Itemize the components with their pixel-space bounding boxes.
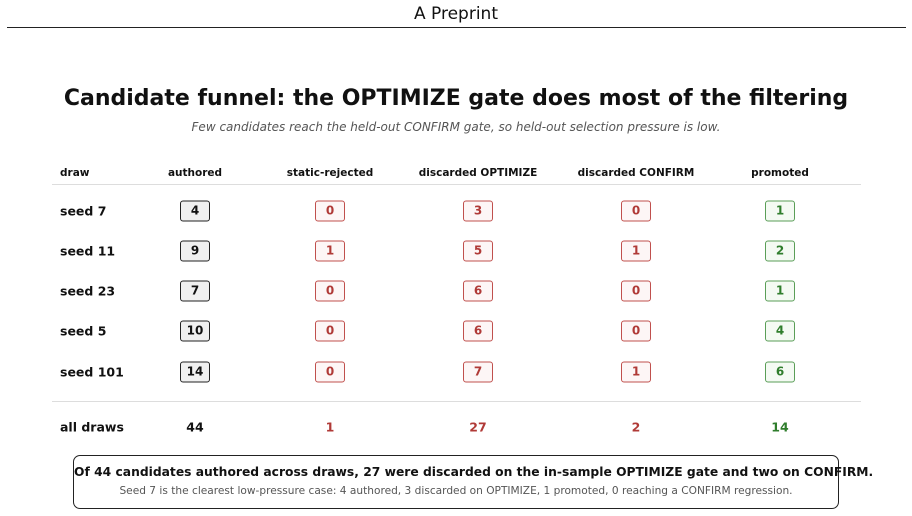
row-label: seed 23 [60, 283, 116, 299]
row-label: seed 11 [60, 243, 116, 259]
summary-callout [73, 455, 874, 509]
cell-discarded-confirm: 0 [621, 321, 651, 342]
total-discarded-confirm: 2 [631, 419, 641, 435]
cell-discarded-confirm: 1 [621, 362, 651, 383]
header-rule [7, 27, 906, 28]
running-head: A Preprint [413, 4, 498, 24]
cell-promoted: 1 [765, 281, 795, 302]
cell-discarded-optimize: 6 [463, 281, 493, 302]
table-total-rule [52, 401, 861, 402]
cell-discarded-optimize: 6 [463, 321, 493, 342]
column-header-discarded-confirm: discarded CONFIRM [577, 167, 695, 179]
cell-authored: 7 [180, 281, 210, 302]
cell-static-rejected: 0 [315, 281, 345, 302]
cell-static-rejected: 0 [315, 201, 345, 222]
cell-static-rejected: 0 [315, 362, 345, 383]
cell-authored: 10 [180, 321, 210, 342]
cell-discarded-confirm: 1 [621, 241, 651, 262]
figure-title: Candidate funnel: the OPTIMIZE gate does most of the filtering [63, 86, 849, 111]
cell-promoted: 6 [765, 362, 795, 383]
row-label: seed 7 [60, 203, 107, 219]
totals-label: all draws [60, 419, 124, 435]
column-header-draw: draw [60, 167, 90, 179]
cell-promoted: 2 [765, 241, 795, 262]
total-discarded-optimize: 27 [469, 419, 487, 435]
cell-discarded-optimize: 3 [463, 201, 493, 222]
cell-discarded-optimize: 7 [463, 362, 493, 383]
cell-discarded-confirm: 0 [621, 281, 651, 302]
column-header-discarded-optimize: discarded OPTIMIZE [418, 167, 538, 179]
cell-authored: 14 [180, 362, 210, 383]
total-promoted: 14 [771, 419, 789, 435]
summary-sub-text: Seed 7 is the clearest low-pressure case: 4 authored, 3 discarded on OPTIMIZE, 1 promoted, 0 reaching a CONFIRM regression. [119, 485, 793, 497]
summary-main-text: Of 44 candidates authored across draws, 27 were discarded on the in-sample OPTIMIZE gate and two on CONFIRM. [74, 465, 874, 479]
column-header-authored: authored [167, 167, 223, 179]
cell-authored: 9 [180, 241, 210, 262]
figure-subtitle: Few candidates reach the held-out CONFIRM gate, so held-out selection pressure is low. [191, 120, 721, 134]
cell-static-rejected: 0 [315, 321, 345, 342]
table-header-rule [52, 184, 861, 185]
total-authored: 44 [186, 419, 204, 435]
cell-authored: 4 [180, 201, 210, 222]
cell-promoted: 1 [765, 201, 795, 222]
column-header-promoted: promoted [751, 167, 809, 179]
cell-static-rejected: 1 [315, 241, 345, 262]
row-label: seed 101 [60, 364, 124, 380]
cell-discarded-optimize: 5 [463, 241, 493, 262]
total-static-rejected: 1 [325, 419, 335, 435]
cell-discarded-confirm: 0 [621, 201, 651, 222]
row-label: seed 5 [60, 323, 107, 339]
column-header-static-rejected: static-rejected [286, 167, 374, 179]
cell-promoted: 4 [765, 321, 795, 342]
